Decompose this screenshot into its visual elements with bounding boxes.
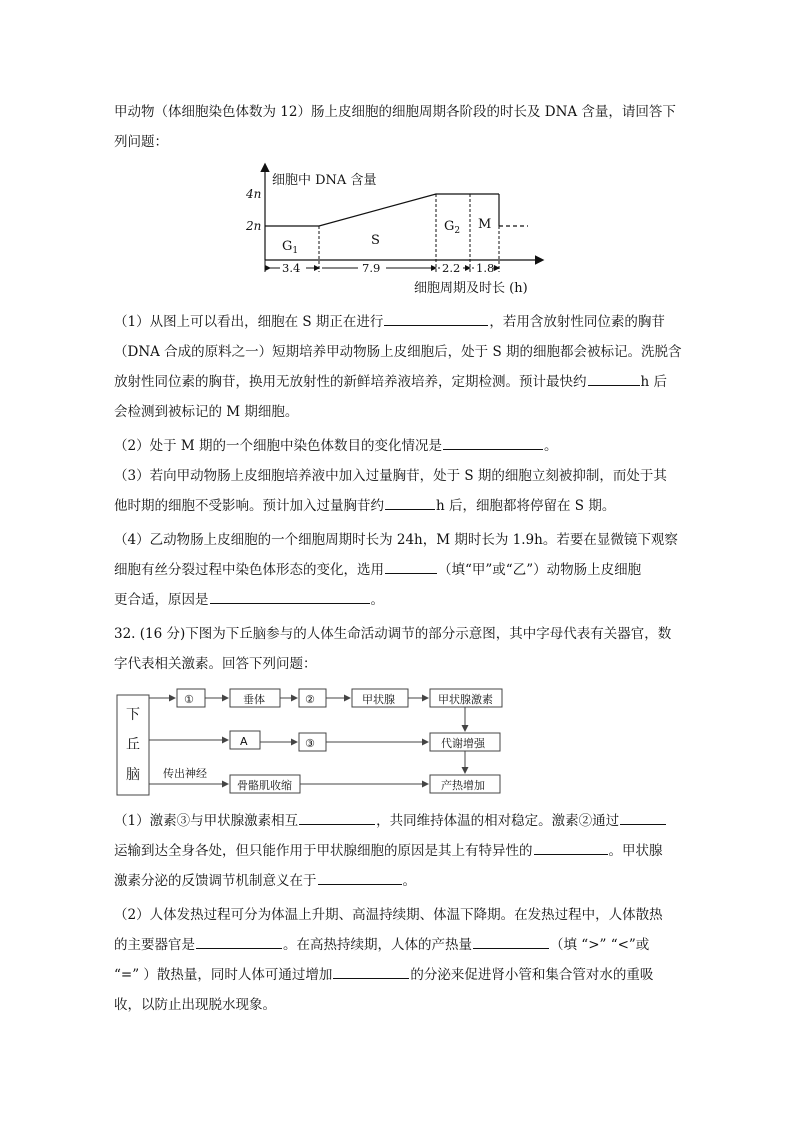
q31-p1-line3: 放射性同位素的胸苷，换用无放射性的新鲜培养液培养，定期检测。预计最快约 h 后: [114, 368, 682, 397]
duration-s: 7.9: [362, 261, 381, 275]
answer-blank[interactable]: [473, 934, 549, 949]
x-axis-title: 细胞周期及时长 (h): [414, 281, 528, 296]
muscle-label: 骨骼肌收缩: [237, 779, 292, 792]
answer-blank[interactable]: [333, 964, 409, 979]
y-tick-4n: 4n: [246, 187, 262, 201]
hormone-3-label: ③: [305, 737, 315, 750]
hypothalamus-flow-diagram: [115, 683, 515, 801]
duration-g1: 3.4: [282, 261, 301, 275]
pituitary-label: 垂体: [243, 693, 265, 706]
q31-p1-line2: （DNA 合成的原料之一）短期培养甲动物肠上皮细胞后，处于 S 期的细胞都会被标记。洗脱含: [114, 344, 682, 360]
q32-p1-line3: 激素分泌的反馈调节机制意义在于 。: [114, 867, 682, 896]
hormone-2-label: ②: [305, 693, 315, 706]
q32-p1-line2: 运输到达全身各处，但只能作用于甲状腺细胞的原因是其上有特异性的 。甲状腺: [114, 837, 682, 866]
answer-blank[interactable]: [534, 840, 608, 855]
thyroxine-label: 甲状腺激素: [438, 693, 493, 706]
answer-blank[interactable]: [620, 810, 666, 825]
nerve-label: 传出神经: [163, 767, 207, 780]
thyroid-label: 甲状腺: [362, 693, 395, 706]
q31-p2: （2）处于 M 期的一个细胞中染色体数目的变化情况是 。: [114, 432, 682, 461]
dna-content-line: [265, 194, 499, 226]
q31-p1-line4: 会检测到被标记的 M 期细胞。: [114, 404, 299, 420]
q31-p4-line2: 细胞有丝分裂过程中染色体形态的变化，选用 （填“甲”或“乙”）动物肠上皮细胞: [114, 556, 682, 585]
q31-p3-line1: （3）若向甲动物肠上皮细胞培养液中加入过量胸苷，处于 S 期的细胞立刻被抑制，而处于其: [114, 468, 667, 484]
heat-label: 产热增加: [441, 779, 485, 792]
hypothalamus-char-1: 下: [126, 707, 140, 723]
answer-blank[interactable]: [588, 371, 640, 386]
q31-p4-line1: （4）乙动物肠上皮细胞的一个细胞周期时长为 24h，M 期时长为 1.9h。若要在显微镜下观察: [114, 532, 678, 548]
q31-p1-line1: （1）从图上可以看出，细胞在 S 期正在进行 ，若用含放射性同位素的胸苷: [114, 308, 682, 337]
q32-p2-line3: “=” ）散热量，同时人体可通过增加 的分泌来促进肾小管和集合管对水的重吸: [114, 961, 682, 990]
answer-blank[interactable]: [196, 934, 282, 949]
hormone-1-label: ①: [184, 693, 194, 706]
intro-line-2: 列问题：: [114, 134, 168, 150]
organ-a-label: A: [240, 735, 248, 748]
answer-blank[interactable]: [443, 435, 543, 450]
y-tick-2n: 2n: [246, 219, 262, 233]
hypothalamus-char-2: 丘: [126, 737, 140, 753]
q32-p2-line2: 的主要器官是 。在高热持续期，人体的产热量 （填 “>” “<”或: [114, 931, 682, 960]
q31-p4-line3: 更合适，原因是 。: [114, 586, 682, 615]
answer-blank[interactable]: [384, 311, 488, 326]
q32-p1-line1: （1）激素③与甲状腺激素相互 ，共同维持体温的相对稳定。激素②通过: [114, 807, 682, 836]
phase-m-label: M: [478, 217, 492, 232]
q32-p2-line4: 收，以防止出现脱水现象。: [114, 997, 276, 1013]
intro-line-1: 甲动物（体细胞染色体数为 12）肠上皮细胞的细胞周期各阶段的时长及 DNA 含量，请回答下: [114, 104, 676, 120]
phase-s-label: S: [371, 233, 380, 248]
duration-m: 1.8: [476, 261, 495, 275]
dna-cycle-graph: [210, 160, 550, 300]
duration-g2: 2.2: [442, 261, 461, 275]
q32-heading-line2: 字代表相关激素。回答下列问题：: [114, 656, 317, 672]
y-axis-title: 细胞中 DNA 含量: [272, 173, 377, 188]
phase-g1-label: $G_1$: [282, 239, 299, 256]
answer-blank[interactable]: [385, 559, 437, 574]
answer-blank[interactable]: [385, 495, 435, 510]
metabolism-label: 代谢增强: [441, 737, 485, 750]
answer-blank[interactable]: [299, 810, 375, 825]
q32-heading-line1: 32. (16 分)下图为下丘脑参与的人体生命活动调节的部分示意图，其中字母代表有关器官，数: [114, 626, 672, 642]
answer-blank[interactable]: [318, 870, 402, 885]
phase-g2-label: $G_2$: [444, 219, 461, 236]
q32-p2-line1: （2）人体发热过程可分为体温上升期、高温持续期、体温下降期。在发热过程中，人体散热: [114, 907, 663, 923]
answer-blank[interactable]: [210, 589, 370, 604]
q31-p3-line2: 他时期的细胞不受影响。预计加入过量胸苷约 h 后，细胞都将停留在 S 期。: [114, 492, 682, 521]
hypothalamus-char-3: 脑: [126, 767, 140, 783]
